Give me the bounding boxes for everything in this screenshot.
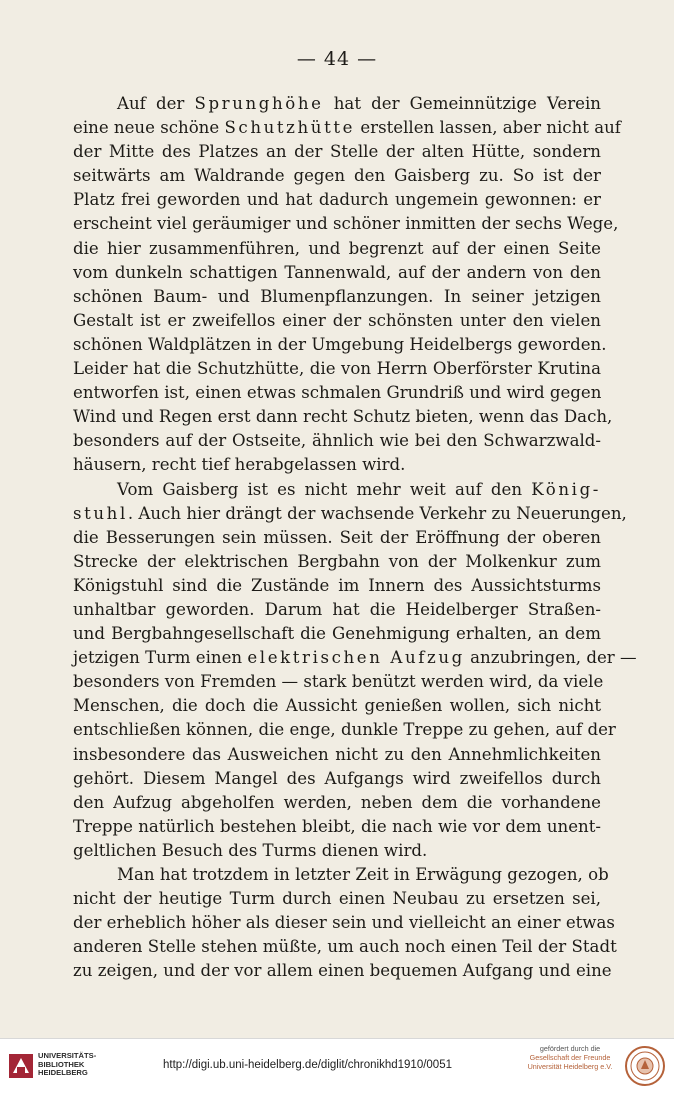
text-line: und Bergbahngesellschaft die Genehmigung erhalten, an dem: [73, 624, 601, 644]
text-line: unhaltbar geworden. Darum hat die Heidelberger Straßen-: [73, 599, 601, 619]
text-line: Menschen, die doch die Aussicht genießen wollen, sich nicht: [73, 696, 601, 716]
text-line: schönen Baum- und Blumenpflanzungen. In seiner jetzigen: [73, 286, 601, 306]
text-line: besonders von Fremden — stark benützt werden wird, da viele: [73, 672, 604, 692]
text-line: Treppe natürlich bestehen bleibt, die nach wie vor dem unent-: [73, 816, 601, 836]
text-line: geltlichen Besuch des Turms dienen wird.: [73, 840, 428, 860]
university-seal-icon: [624, 1045, 666, 1087]
text-line: gehört. Diesem Mangel des Aufgangs wird zweifellos durch: [73, 768, 601, 788]
page-number: — 44 —: [296, 48, 378, 70]
text-line: erscheint viel geräumiger und schöner inmitten der sechs Wege,: [73, 214, 619, 234]
emphasized-term: stuhl: [73, 503, 128, 523]
text-line: häusern, recht tief herabgelassen wird.: [73, 455, 406, 475]
text-line: entworfen ist, einen etwas schmalen Grundriß und wird gegen: [73, 383, 602, 403]
text-line: nicht der heutige Turm durch einen Neubau zu ersetzen sei,: [73, 889, 601, 909]
text-line: Gestalt ist er zweifellos einer der schönsten unter den vielen: [73, 310, 601, 330]
text-line: entschließen können, die enge, dunkle Treppe zu gehen, auf der: [73, 720, 616, 740]
viewer-footer: [0, 1038, 674, 1093]
text-line: Auf der Sprunghöhe hat der Gemeinnützige Verein: [117, 94, 601, 113]
emphasized-term: König-: [531, 479, 601, 499]
text-line: die hier zusammenführen, und begrenzt auf der einen Seite: [73, 238, 601, 258]
text-line: stuhl. Auch hier drängt der wachsende Verkehr zu Neuerungen,: [73, 503, 627, 523]
text-line: Leider hat die Schutzhütte, die von Herrn Oberförster Krutina: [73, 359, 601, 379]
emphasized-term: Sprunghöhe: [194, 94, 324, 113]
text-line: die Besserungen sein müssen. Seit der Eröffnung der oberen: [73, 527, 601, 547]
text-line: der erheblich höher als dieser sein und vielleicht an einer etwas: [73, 913, 615, 933]
text-line: insbesondere das Ausweichen nicht zu den Annehmlichkeiten: [73, 744, 601, 764]
text-line: schönen Waldplätzen in der Umgebung Heidelbergs geworden.: [73, 334, 607, 354]
text-line: Man hat trotzdem in letzter Zeit in Erwägung gezogen, ob: [117, 865, 609, 884]
text-line: vom dunkeln schattigen Tannenwald, auf der andern von den: [73, 262, 601, 282]
emphasized-term: Schutzhütte: [224, 118, 356, 138]
library-name: UNIVERSITÄTS- BIBLIOTHEK HEIDELBERG: [38, 1051, 97, 1078]
text-line: anderen Stelle stehen müßte, um auch noch einen Teil der Stadt: [73, 937, 617, 957]
text-line: zu zeigen, und der vor allem einen bequemen Aufgang und eine: [73, 961, 612, 981]
text-line: eine neue schöne Schutzhütte erstellen lassen, aber nicht auf: [73, 118, 621, 138]
body-text: [73, 92, 637, 983]
text-line: seitwärts am Waldrande gegen den Gaisberg zu. So ist der: [73, 166, 601, 186]
text-line: Vom Gaisberg ist es nicht mehr weit auf den König-: [117, 479, 601, 499]
funding-note: gefördert durch die Gesellschaft der Freunde Universität Heidelberg e.V.: [527, 1044, 613, 1071]
text-line: Strecke der elektrischen Bergbahn von der Molkenkur zum: [73, 551, 601, 571]
permalink-url[interactable]: http://digi.ub.uni-heidelberg.de/diglit/chronikhd1910/0051: [163, 1059, 452, 1071]
text-line: Wind und Regen erst dann recht Schutz bieten, wenn das Dach,: [73, 407, 613, 427]
library-logo-icon: [8, 1051, 34, 1081]
text-line: Platz frei geworden und hat dadurch ungemein gewonnen: er: [73, 190, 601, 210]
text-line: der Mitte des Platzes an der Stelle der alten Hütte, sondern: [73, 142, 601, 162]
text-line: jetzigen Turm einen elektrischen Aufzug anzubringen, der —: [73, 648, 637, 668]
text-line: den Aufzug abgeholfen werden, neben dem die vorhandene: [73, 792, 601, 812]
text-line: Königstuhl sind die Zustände im Innern des Aussichtsturms: [73, 575, 601, 595]
text-line: besonders auf der Ostseite, ähnlich wie bei den Schwarzwald-: [73, 431, 601, 451]
emphasized-term: elektrischen Aufzug: [247, 648, 465, 668]
